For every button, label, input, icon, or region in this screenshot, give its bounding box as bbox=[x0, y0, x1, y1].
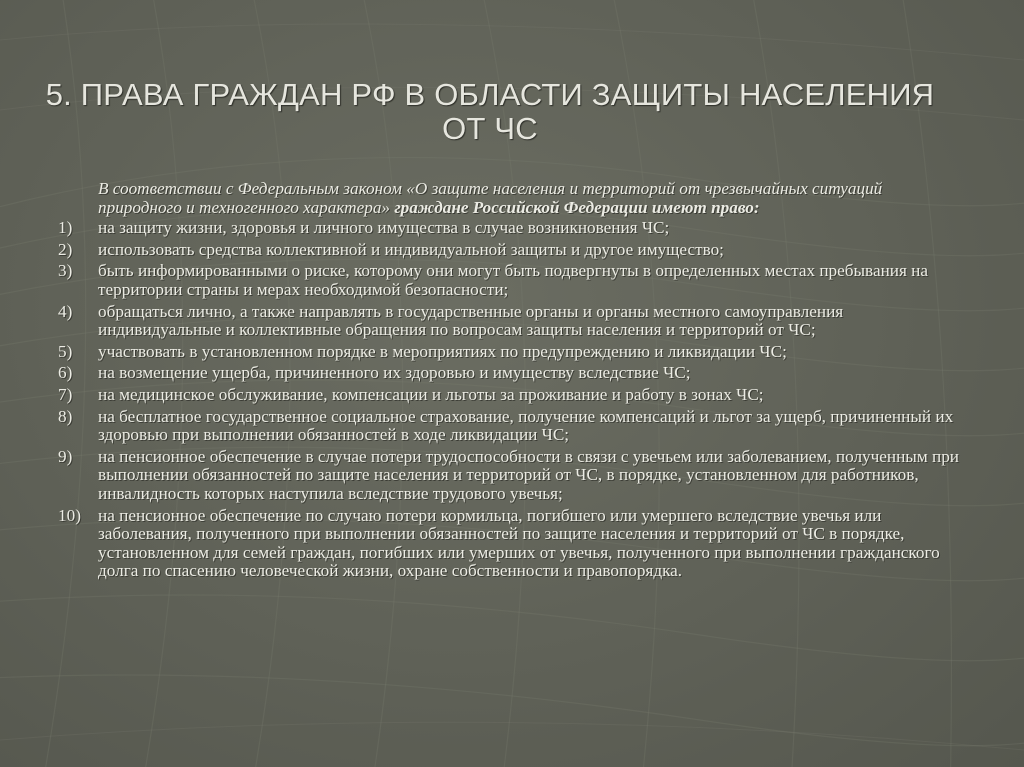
list-item-text: обращаться лично, а также направлять в государственные органы и органы местного самоуправления индивидуальные и коллективные обращения по вопросам защиты населения и территорий от ЧС; bbox=[98, 301, 844, 340]
list-item-number: 9) bbox=[58, 446, 73, 466]
list-item bbox=[58, 343, 968, 362]
rights-content bbox=[58, 180, 968, 584]
list-item-text: быть информированными о риске, которому они могут быть подвергнуты в определенных местах пребывания на территории страны и мерах необходимой безопасности; bbox=[98, 261, 928, 299]
list-item-text: на бесплатное государственное социальное страхование, получение компенсаций и льгот за ущерб, причиненный их здоровью при выполнении обязанностей в ходе ликвидации ЧС; bbox=[98, 406, 954, 445]
intro-italic-text: В соответствии с Федеральным законом «О защите населения и территорий от чрезвычайных ситуаций природного и техногенного характера» bbox=[98, 179, 883, 217]
list-item-text: на пенсионное обеспечение по случаю потери кормильца, погибшего или умершего вследствие увечья или заболевания, полученного при выполнении обязанностей по защите населения и территорий от ЧС в порядке, установленном для семей граждан, погибших или умерших от увечья, полученного при выполнении гражданского долга по спасению человеческой жизни, охране собственности и правопорядка. bbox=[98, 505, 940, 581]
list-item-number: 7) bbox=[58, 384, 73, 404]
intro-paragraph bbox=[98, 180, 968, 217]
list-item-number: 5) bbox=[58, 341, 73, 361]
list-item-number: 10) bbox=[58, 505, 81, 525]
list-item bbox=[58, 507, 968, 581]
list-item-number: 4) bbox=[58, 301, 73, 321]
list-item bbox=[58, 448, 968, 504]
list-item bbox=[58, 219, 968, 238]
list-item-text: использовать средства коллективной и индивидуальной защиты и другое имущество; bbox=[98, 239, 724, 259]
list-item-number: 1) bbox=[58, 218, 73, 238]
intro-bold-text: граждане Российской Федерации имеют право: bbox=[394, 197, 760, 217]
list-item-number: 6) bbox=[58, 363, 73, 383]
list-item-number: 2) bbox=[58, 239, 73, 259]
list-item bbox=[58, 364, 968, 383]
list-item bbox=[58, 408, 968, 445]
list-item-text: на медицинское обслуживание, компенсации и льготы за проживание и работу в зонах ЧС; bbox=[98, 384, 764, 404]
list-item-text: участвовать в установленном порядке в мероприятиях по предупреждению и ликвидации ЧС; bbox=[98, 341, 787, 361]
list-item bbox=[58, 303, 968, 340]
list-item bbox=[58, 262, 968, 299]
list-item-text: на возмещение ущерба, причиненного их здоровью и имуществу вследствие ЧС; bbox=[98, 363, 691, 383]
list-item bbox=[58, 386, 968, 405]
list-item bbox=[58, 241, 968, 260]
page-title: 5. ПРАВА ГРАЖДАН РФ В ОБЛАСТИ ЗАЩИТЫ НАСЕЛЕНИЯ ОТ ЧС bbox=[45, 77, 935, 146]
list-item-number: 3) bbox=[58, 261, 73, 281]
list-item-text: на защиту жизни, здоровья и личного имущества в случае возникновения ЧС; bbox=[98, 218, 670, 238]
list-item-number: 8) bbox=[58, 406, 73, 426]
list-item-text: на пенсионное обеспечение в случае потери трудоспособности в связи с увечьем или заболеванием, полученным при выполнении обязанностей по защите населения и территорий от ЧС, в порядке, установленном для работников, инвалидность которых наступила вследствие трудового увечья; bbox=[98, 446, 959, 503]
